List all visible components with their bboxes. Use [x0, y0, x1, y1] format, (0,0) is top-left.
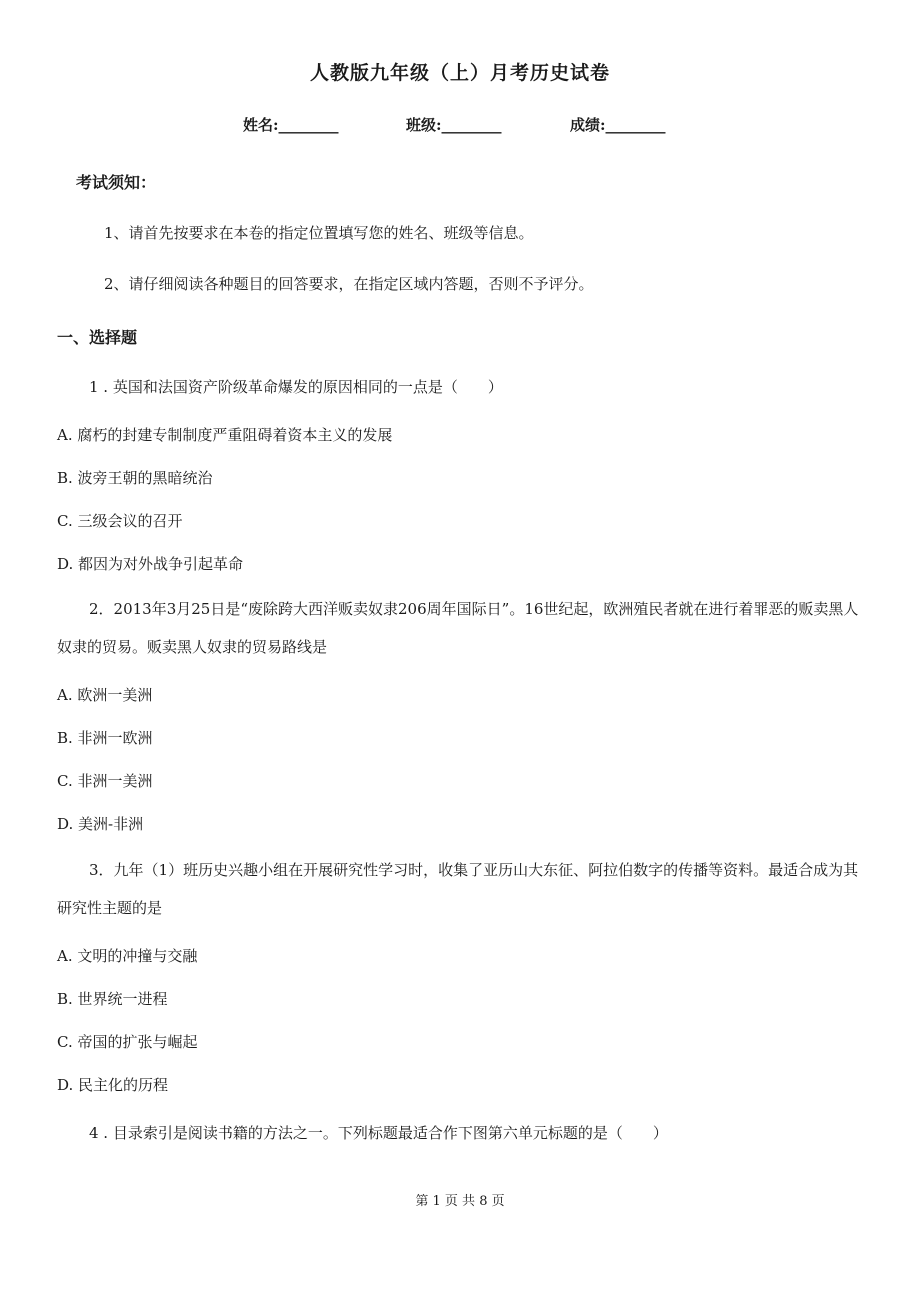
notice-item: 1、请首先按要求在本卷的指定位置填写您的姓名、班级等信息。 [104, 224, 534, 242]
page-footer: 第 1 页 共 8 页 [415, 1194, 505, 1209]
option-a: A. 文明的冲撞与交融 [57, 947, 198, 965]
option-c: C. 三级会议的召开 [57, 512, 183, 530]
option-c: C. 帝国的扩张与崛起 [57, 1033, 198, 1051]
option-b: B. 波旁王朝的黑暗统治 [57, 469, 213, 487]
option-d: D. 都因为对外战争引起革命 [57, 555, 244, 573]
option-c: C. 非洲一美洲 [57, 772, 153, 790]
score-field: 成绩:________ [570, 116, 666, 134]
name-field: 姓名:________ [243, 116, 339, 134]
class-field: 班级:________ [406, 116, 502, 134]
page-title: 人教版九年级（上）月考历史试卷 [309, 62, 610, 84]
option-d: D. 民主化的历程 [57, 1076, 169, 1094]
question-stem: 3．九年（1）班历史兴趣小组在开展研究性学习时，收集了亚历山大东征、阿拉伯数字的传播等资料。最适合成为其研究性主题的是 [57, 861, 859, 917]
notice-heading: 考试须知： [76, 173, 157, 192]
notice-item: 2、请仔细阅读各种题目的回答要求，在指定区域内答题，否则不予评分。 [104, 275, 594, 293]
option-a: A. 欧洲一美洲 [57, 686, 153, 704]
question-stem: 4 . 目录索引是阅读书籍的方法之一。下列标题最适合作下图第六单元标题的是（ ） [89, 1124, 668, 1142]
option-d: D. 美洲-非洲 [57, 815, 144, 833]
option-a: A. 腐朽的封建专制制度严重阻碍着资本主义的发展 [57, 426, 393, 444]
option-b: B. 世界统一进程 [57, 990, 168, 1008]
question-stem: 1 . 英国和法国资产阶级革命爆发的原因相同的一点是（ ） [89, 378, 503, 396]
section-title: 一、选择题 [57, 328, 138, 347]
option-b: B. 非洲一欧洲 [57, 729, 153, 747]
question-stem: 2．2013年3月25日是“废除跨大西洋贩卖奴隶206周年国际日”。16世纪起，欧洲殖民者就在进行着罪恶的贩卖黑人奴隶的贸易。贩卖黑人奴隶的贸易路线是 [57, 600, 859, 656]
